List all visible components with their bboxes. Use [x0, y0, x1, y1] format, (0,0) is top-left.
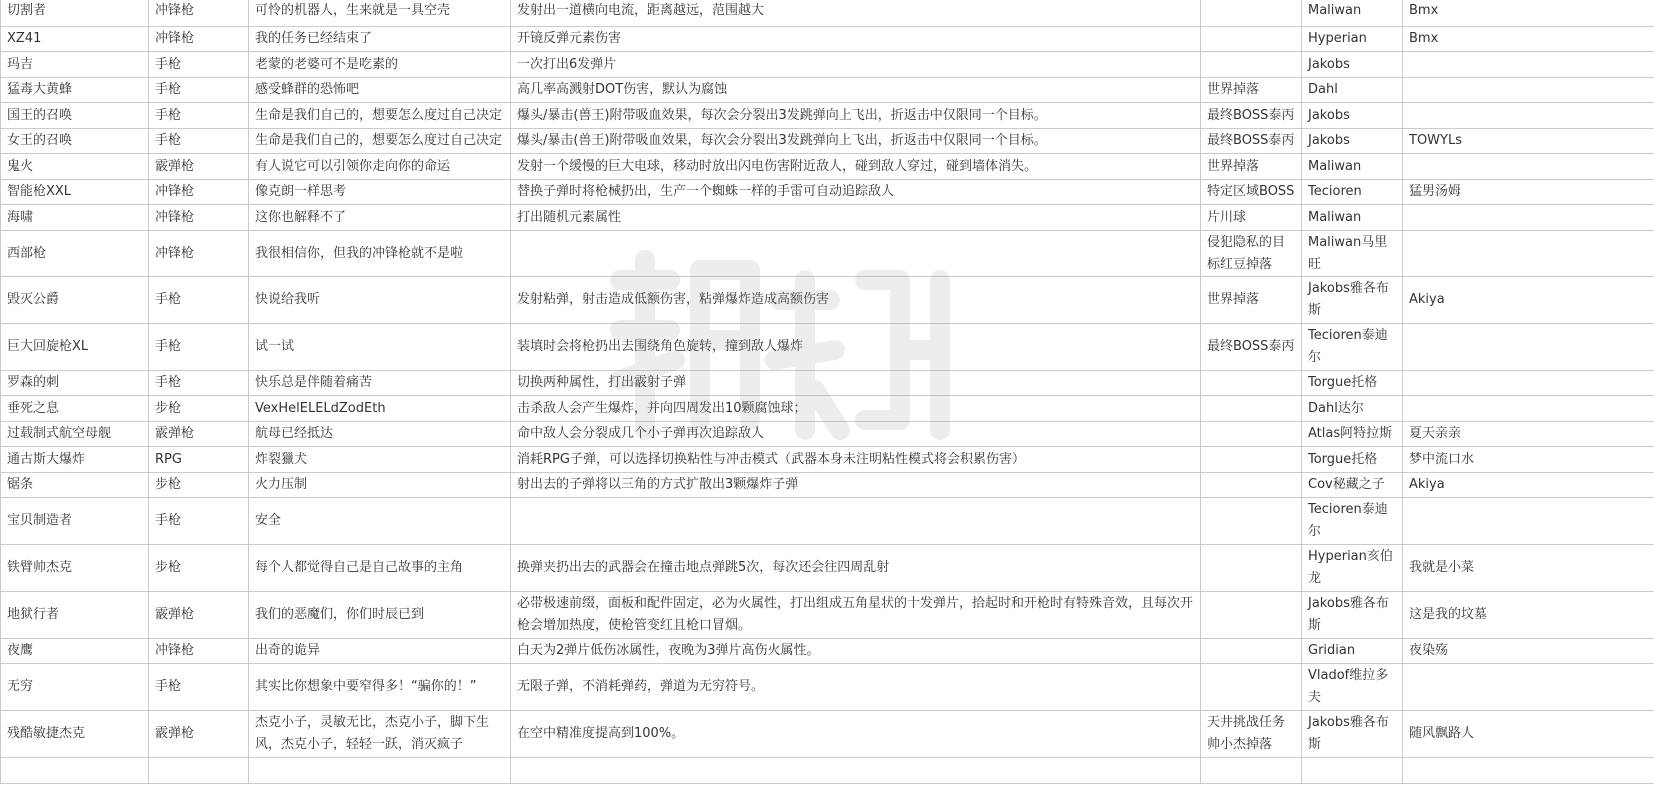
cell-effect: 装填时会将枪扔出去围绕角色旋转，撞到敌人爆炸	[511, 324, 1201, 371]
cell-effect: 在空中精准度提高到100%。	[511, 711, 1201, 758]
cell-name: 巨大回旋枪XL	[1, 324, 149, 371]
cell-maker: Hyperian亥伯龙	[1302, 545, 1403, 592]
cell-name: 地狱行者	[1, 592, 149, 639]
cell-maker: Vladof维拉多夫	[1302, 664, 1403, 711]
cell-type: 步枪	[149, 396, 249, 422]
table-row	[1, 27, 1654, 52]
cell-effect: 白天为2弹片低伤冰属性，夜晚为3弹片高伤火属性。	[511, 639, 1201, 664]
cell-type: 步枪	[149, 545, 249, 592]
cell-type	[149, 758, 249, 784]
cell-type: 冲锋枪	[149, 639, 249, 664]
cell-credit: 随风飘路人	[1403, 711, 1654, 758]
cell-credit: 夏天亲亲	[1403, 422, 1654, 447]
cell-quote: 我很相信你，但我的冲锋枪就不是啦	[249, 231, 511, 277]
cell-credit	[1403, 78, 1654, 103]
cell-source	[1201, 371, 1302, 396]
cell-name: 毁灭公爵	[1, 277, 149, 324]
cell-quote: 炸裂獵犬	[249, 447, 511, 473]
table-row	[1, 545, 1654, 592]
cell-name: 残酷敏捷杰克	[1, 711, 149, 758]
cell-maker: Tecioren泰迪尔	[1302, 498, 1403, 545]
cell-credit	[1403, 324, 1654, 371]
cell-credit: Bmx	[1403, 27, 1654, 52]
cell-effect: 高几率高溅射DOT伤害，默认为腐蚀	[511, 78, 1201, 103]
cell-quote: 航母已经抵达	[249, 422, 511, 447]
cell-credit: 夜染殇	[1403, 639, 1654, 664]
cell-source	[1201, 498, 1302, 545]
cell-source: 片川球	[1201, 205, 1302, 231]
table-row	[1, 758, 1654, 784]
table-row	[1, 396, 1654, 422]
cell-maker: Torgue托格	[1302, 371, 1403, 396]
cell-name: 过载制式航空母舰	[1, 422, 149, 447]
cell-type: 冲锋枪	[149, 27, 249, 52]
cell-quote: 我们的恶魔们，你们时辰已到	[249, 592, 511, 639]
cell-source: 最终BOSS泰丙	[1201, 324, 1302, 371]
cell-source: 侵犯隐私的目标红豆掉落	[1201, 231, 1302, 277]
cell-type: 冲锋枪	[149, 231, 249, 277]
cell-quote: 我的任务已经结束了	[249, 27, 511, 52]
cell-quote: 生命是我们自己的，想要怎么度过自己决定	[249, 129, 511, 154]
cell-source: 世界掉落	[1201, 277, 1302, 324]
cell-effect: 发射一个缓慢的巨大电球，移动时放出闪电伤害附近敌人，碰到敌人穿过，碰到墙体消失。	[511, 154, 1201, 180]
cell-name	[1, 758, 149, 784]
cell-name: 西部枪	[1, 231, 149, 277]
cell-name: 切割者	[1, 0, 149, 27]
cell-name: 铁臂帅杰克	[1, 545, 149, 592]
cell-effect: 开镜反弹元素伤害	[511, 27, 1201, 52]
cell-maker: Hyperian	[1302, 27, 1403, 52]
cell-source: 特定区域BOSS	[1201, 180, 1302, 205]
cell-credit: Akiya	[1403, 473, 1654, 498]
cell-type: 手枪	[149, 52, 249, 78]
cell-name: 猛毒大黄蜂	[1, 78, 149, 103]
cell-type: 手枪	[149, 324, 249, 371]
cell-quote: 试一试	[249, 324, 511, 371]
cell-effect	[511, 498, 1201, 545]
table-row	[1, 422, 1654, 447]
cell-credit: TOWYLs	[1403, 129, 1654, 154]
cell-credit	[1403, 52, 1654, 78]
cell-source: 世界掉落	[1201, 78, 1302, 103]
cell-quote: 其实比你想象中要窄得多！“骗你的！”	[249, 664, 511, 711]
cell-source	[1201, 396, 1302, 422]
cell-maker: Maliwan	[1302, 205, 1403, 231]
table-row	[1, 154, 1654, 180]
cell-type: 冲锋枪	[149, 180, 249, 205]
cell-quote	[249, 758, 511, 784]
cell-name: 夜鹰	[1, 639, 149, 664]
cell-maker: Tecioren	[1302, 180, 1403, 205]
cell-name: XZ41	[1, 27, 149, 52]
cell-quote: 生命是我们自己的，想要怎么度过自己决定	[249, 103, 511, 129]
cell-effect: 无限子弹，不消耗弹药，弹道为无穷符号。	[511, 664, 1201, 711]
cell-credit	[1403, 103, 1654, 129]
cell-type: 冲锋枪	[149, 0, 249, 27]
cell-quote: 感受蜂群的恐怖吧	[249, 78, 511, 103]
cell-credit: Bmx	[1403, 0, 1654, 27]
cell-effect: 发射粘弹，射击造成低额伤害，粘弹爆炸造成高额伤害	[511, 277, 1201, 324]
cell-quote: 火力压制	[249, 473, 511, 498]
cell-credit	[1403, 758, 1654, 784]
cell-type: 手枪	[149, 103, 249, 129]
cell-name: 海啸	[1, 205, 149, 231]
cell-maker: Dahl达尔	[1302, 396, 1403, 422]
cell-maker: Gridian	[1302, 639, 1403, 664]
cell-type: 霰弹枪	[149, 711, 249, 758]
cell-maker: Dahl	[1302, 78, 1403, 103]
cell-maker: Jakobs雅各布斯	[1302, 592, 1403, 639]
cell-type: 手枪	[149, 664, 249, 711]
cell-source	[1201, 0, 1302, 27]
table-row	[1, 231, 1654, 277]
cell-type: 手枪	[149, 129, 249, 154]
cell-credit: 梦中流口水	[1403, 447, 1654, 473]
table-row	[1, 498, 1654, 545]
table-row	[1, 324, 1654, 371]
table-row	[1, 664, 1654, 711]
cell-credit	[1403, 396, 1654, 422]
cell-credit	[1403, 154, 1654, 180]
cell-quote: 老蒙的老婆可不是吃素的	[249, 52, 511, 78]
cell-effect: 击杀敌人会产生爆炸，并向四周发出10颗腐蚀球；	[511, 396, 1201, 422]
cell-type: 霰弹枪	[149, 592, 249, 639]
cell-maker: Jakobs	[1302, 52, 1403, 78]
cell-quote: 这你也解释不了	[249, 205, 511, 231]
cell-quote: VexHelELELdZodEth	[249, 396, 511, 422]
cell-type: 霰弹枪	[149, 154, 249, 180]
cell-name: 鬼火	[1, 154, 149, 180]
cell-effect	[511, 231, 1201, 277]
cell-effect: 爆头/暴击(兽王)附带吸血效果，每次会分裂出3发跳弹向上飞出，折返击中仅限同一个目标。	[511, 129, 1201, 154]
cell-source	[1201, 592, 1302, 639]
cell-effect: 必带极速前缀，面板和配件固定，必为火属性，打出组成五角星状的十发弹片，拾起时和开枪时有特殊音效，且每次开枪会增加热度，使枪管变红且枪口冒烟。	[511, 592, 1201, 639]
cell-name: 智能枪XXL	[1, 180, 149, 205]
table-row	[1, 78, 1654, 103]
table-row	[1, 277, 1654, 324]
cell-effect: 换弹夹扔出去的武器会在撞击地点弹跳5次，每次还会往四周乱射	[511, 545, 1201, 592]
cell-source	[1201, 664, 1302, 711]
table-row	[1, 129, 1654, 154]
cell-type: 手枪	[149, 498, 249, 545]
cell-effect: 替换子弹时将枪械扔出，生产一个蜘蛛一样的手雷可自动追踪敌人	[511, 180, 1201, 205]
cell-source	[1201, 473, 1302, 498]
cell-maker: Atlas阿特拉斯	[1302, 422, 1403, 447]
cell-credit	[1403, 205, 1654, 231]
cell-name: 国王的召唤	[1, 103, 149, 129]
cell-quote: 安全	[249, 498, 511, 545]
cell-credit: Akiya	[1403, 277, 1654, 324]
table-row	[1, 447, 1654, 473]
cell-type: 霰弹枪	[149, 422, 249, 447]
cell-source	[1201, 447, 1302, 473]
cell-quote: 可怜的机器人，生来就是一具空壳	[249, 0, 511, 27]
cell-quote: 像克朗一样思考	[249, 180, 511, 205]
cell-credit	[1403, 498, 1654, 545]
cell-name: 垂死之息	[1, 396, 149, 422]
cell-name: 玛吉	[1, 52, 149, 78]
cell-source	[1201, 545, 1302, 592]
cell-maker: Jakobs雅各布斯	[1302, 277, 1403, 324]
cell-maker: Maliwan	[1302, 154, 1403, 180]
cell-maker: Cov秘藏之子	[1302, 473, 1403, 498]
cell-source: 最终BOSS泰丙	[1201, 103, 1302, 129]
table-row	[1, 205, 1654, 231]
cell-source	[1201, 758, 1302, 784]
table-row	[1, 0, 1654, 27]
cell-maker: Jakobs	[1302, 103, 1403, 129]
cell-maker: Tecioren泰迪尔	[1302, 324, 1403, 371]
cell-maker: Maliwan马里旺	[1302, 231, 1403, 277]
cell-effect: 爆头/暴击(兽王)附带吸血效果，每次会分裂出3发跳弹向上飞出，折返击中仅限同一个目标。	[511, 103, 1201, 129]
cell-maker: Jakobs	[1302, 129, 1403, 154]
cell-maker: Maliwan	[1302, 0, 1403, 27]
cell-quote: 出奇的诡异	[249, 639, 511, 664]
table-row	[1, 103, 1654, 129]
weapon-table-body	[1, 0, 1654, 784]
cell-source	[1201, 27, 1302, 52]
cell-type: 冲锋枪	[149, 205, 249, 231]
cell-type: 步枪	[149, 473, 249, 498]
cell-quote: 杰克小子，灵敏无比，杰克小子，脚下生风，杰克小子，轻轻一跃，消灭疯子	[249, 711, 511, 758]
cell-credit	[1403, 371, 1654, 396]
cell-credit: 我就是小菜	[1403, 545, 1654, 592]
cell-quote: 快说给我听	[249, 277, 511, 324]
cell-name: 锯条	[1, 473, 149, 498]
cell-source	[1201, 52, 1302, 78]
cell-source	[1201, 639, 1302, 664]
cell-name: 宝贝制造者	[1, 498, 149, 545]
cell-quote: 有人说它可以引领你走向你的命运	[249, 154, 511, 180]
cell-effect: 打出随机元素属性	[511, 205, 1201, 231]
cell-effect: 一次打出6发弹片	[511, 52, 1201, 78]
cell-effect: 消耗RPG子弹，可以选择切换粘性与冲击模式（武器本身未注明粘性模式将会积累伤害）	[511, 447, 1201, 473]
cell-maker: Torgue托格	[1302, 447, 1403, 473]
table-row	[1, 639, 1654, 664]
cell-credit	[1403, 231, 1654, 277]
table-row	[1, 473, 1654, 498]
cell-type: RPG	[149, 447, 249, 473]
cell-source	[1201, 422, 1302, 447]
cell-credit	[1403, 664, 1654, 711]
cell-type: 手枪	[149, 277, 249, 324]
cell-quote: 每个人都觉得自己是自己故事的主角	[249, 545, 511, 592]
table-row	[1, 180, 1654, 205]
table-row	[1, 52, 1654, 78]
cell-source: 最终BOSS泰丙	[1201, 129, 1302, 154]
cell-name: 罗森的刺	[1, 371, 149, 396]
cell-effect	[511, 758, 1201, 784]
cell-name: 女王的召唤	[1, 129, 149, 154]
table-row	[1, 371, 1654, 396]
cell-credit: 这是我的坟墓	[1403, 592, 1654, 639]
table-row	[1, 711, 1654, 758]
cell-name: 通古斯大爆炸	[1, 447, 149, 473]
cell-quote: 快乐总是伴随着痛苦	[249, 371, 511, 396]
cell-source: 世界掉落	[1201, 154, 1302, 180]
cell-effect: 切换两种属性，打出霰射子弹	[511, 371, 1201, 396]
cell-type: 手枪	[149, 78, 249, 103]
cell-name: 无穷	[1, 664, 149, 711]
cell-source: 天井挑战任务帅小杰掉落	[1201, 711, 1302, 758]
cell-maker	[1302, 758, 1403, 784]
cell-credit: 猛男汤姆	[1403, 180, 1654, 205]
table-row	[1, 592, 1654, 639]
cell-maker: Jakobs雅各布斯	[1302, 711, 1403, 758]
cell-effect: 射出去的子弹将以三角的方式扩散出3颗爆炸子弹	[511, 473, 1201, 498]
cell-type: 手枪	[149, 371, 249, 396]
cell-effect: 发射出一道横向电流，距离越远，范围越大	[511, 0, 1201, 27]
cell-effect: 命中敌人会分裂成几个小子弹再次追踪敌人	[511, 422, 1201, 447]
